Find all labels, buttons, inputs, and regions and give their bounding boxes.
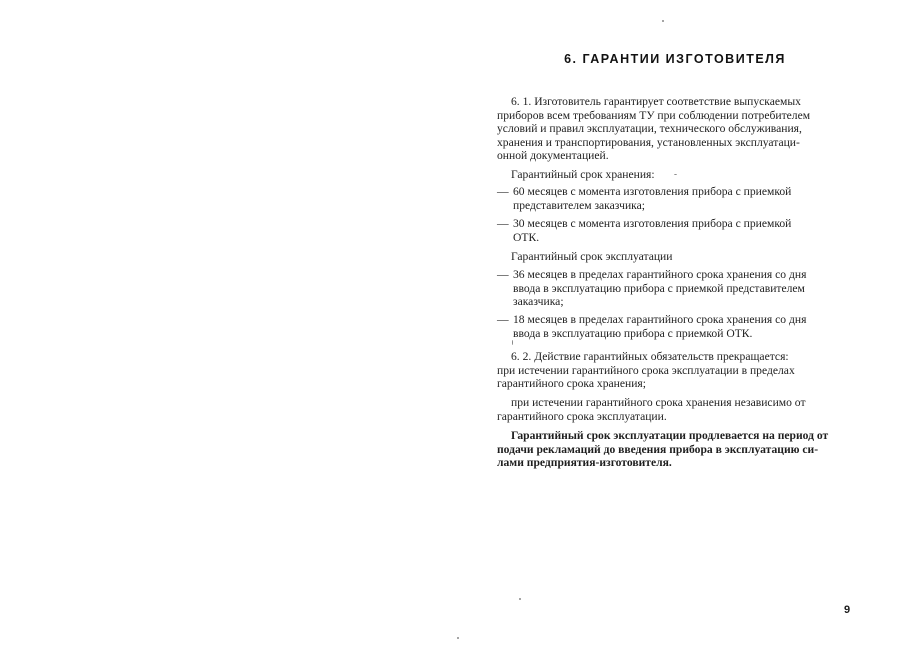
dash-marker: — xyxy=(497,313,509,326)
text-line: приборов всем требованиям ТУ при соблюдении потребителем xyxy=(497,108,811,122)
text-line: при истечении гарантийного срока эксплуатации в пределах xyxy=(497,363,795,377)
section-title: 6. ГАРАНТИИ ИЗГОТОВИТЕЛЯ xyxy=(564,52,786,66)
storage-item xyxy=(497,185,853,212)
text-line: 36 месяцев в пределах гарантийного срока хранения со дня xyxy=(513,268,807,281)
scan-speck xyxy=(662,20,664,22)
text-line: лами предприятия-изготовителя. xyxy=(497,456,672,470)
text-line: 18 месяцев в пределах гарантийного срока хранения со дня xyxy=(513,313,807,326)
text-line: 60 месяцев с момента изготовления прибора с приемкой xyxy=(513,185,792,198)
dash-marker: — xyxy=(497,185,509,198)
paragraph-6-1 xyxy=(497,95,853,163)
paragraph-storage-expiry xyxy=(497,396,853,423)
heading-text: Гарантийный срок хранения: xyxy=(511,168,655,181)
text-line: подачи рекламаций до введения прибора в эксплуатацию си- xyxy=(497,442,819,456)
text-line: ОТК. xyxy=(513,230,540,244)
page-number: 9 xyxy=(844,604,851,616)
text-line: 6. 1. Изготовитель гарантирует соответствие выпускаемых xyxy=(511,95,801,108)
text-line: ввода в эксплуатацию прибора с приемкой представителем xyxy=(513,281,805,295)
operation-item xyxy=(497,268,853,309)
text-line: онной документацией. xyxy=(497,149,609,163)
dash-marker: — xyxy=(497,217,509,230)
text-line: хранения и транспортирования, установленных эксплуатаци- xyxy=(497,135,800,149)
storage-item xyxy=(497,217,853,244)
text-line: 6. 2. Действие гарантийных обязательств прекращается: xyxy=(511,350,789,363)
scan-speck xyxy=(457,637,459,639)
operation-heading xyxy=(497,250,853,264)
text-line: условий и правил эксплуатации, технического обслуживания, xyxy=(497,122,802,136)
text-line: гарантийного срока хранения; xyxy=(497,377,646,391)
dash-marker: — xyxy=(497,268,509,281)
scan-speck xyxy=(519,598,521,600)
operation-item xyxy=(497,313,853,340)
text-line: Гарантийный срок эксплуатации продлевается на период от xyxy=(511,429,829,442)
text-line: заказчика; xyxy=(513,295,564,309)
text-line: представителем заказчика; xyxy=(513,198,645,212)
text-line: гарантийного срока эксплуатации. xyxy=(497,409,667,423)
scan-speck xyxy=(674,174,677,175)
scan-speck xyxy=(512,340,513,345)
text-line: при истечении гарантийного срока хранения независимо от xyxy=(511,396,806,409)
paragraph-extension xyxy=(497,429,853,470)
text-line: 30 месяцев с момента изготовления прибора с приемкой xyxy=(513,217,792,230)
paragraph-6-2 xyxy=(497,350,853,391)
heading-text: Гарантийный срок эксплуатации xyxy=(511,250,673,263)
text-line: ввода в эксплуатацию прибора с приемкой ОТК. xyxy=(513,326,753,340)
